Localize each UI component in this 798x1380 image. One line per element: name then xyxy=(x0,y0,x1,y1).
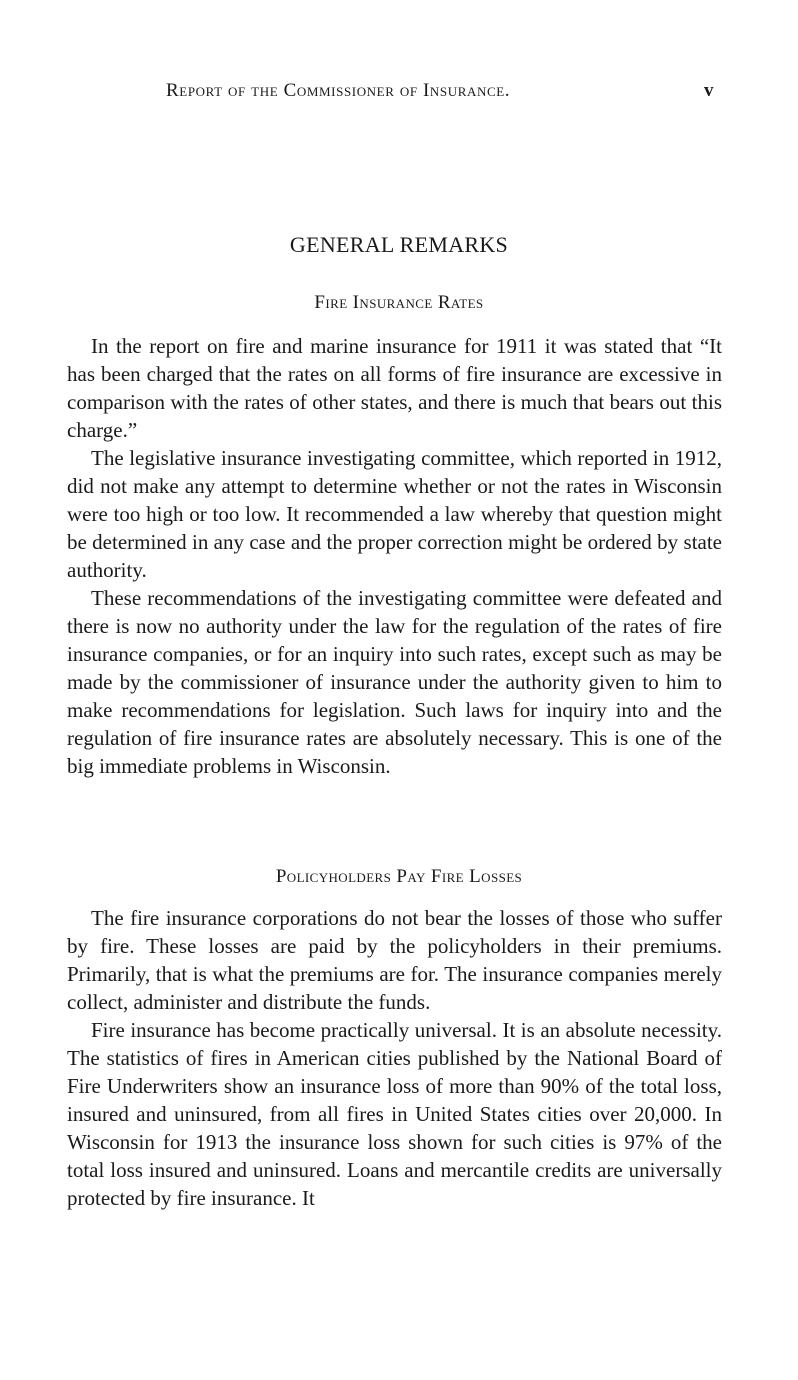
section-title-policyholders-pay-fire-losses: Policyholders Pay Fire Losses xyxy=(275,866,523,887)
section-title-fire-insurance-rates: Fire Insurance Rates xyxy=(314,292,484,313)
section-body-fire-insurance-rates xyxy=(67,332,722,780)
paragraph: These recommendations of the investigating committee were defeated and there is now no authority under the law for the regulation of the rates of fire insurance companies, or for an inquiry into such rates, except such as may be made by the commissioner of insurance under the authority given to him to make recommendations for legislation. Such laws for inquiry into and the regulation of fire insurance rates are absolutely necessary. This is one of the big immediate problems in Wisconsin. xyxy=(67,586,722,778)
main-heading: GENERAL REMARKS xyxy=(289,232,509,257)
running-head: Report of the Commissioner of Insurance. xyxy=(166,80,511,101)
page-number: v xyxy=(704,80,714,101)
section-body-policyholders-pay-fire-losses xyxy=(67,904,722,1212)
paragraph: The legislative insurance investigating committee, which reported in 1912, did not make any attempt to determine whether or not the rates in Wisconsin were too high or too low. It recommended a law whereby that question might be determined in any case and the proper correction might be ordered by state authority. xyxy=(67,446,722,582)
paragraph: Fire insurance has become practically universal. It is an absolute necessity. The statistics of fires in American cities published by the National Board of Fire Underwriters show an insurance loss of more than 90% of the total loss, insured and uninsured, from all fires in United States cities over 20,000. In Wisconsin for 1913 the insurance loss shown for such cities is 97% of the total loss insured and uninsured. Loans and mercantile credits are universally protected by fire insurance. It xyxy=(67,1018,722,1210)
paragraph: In the report on fire and marine insurance for 1911 it was stated that “It has been charged that the rates on all forms of fire insurance are excessive in comparison with the rates of other states, and there is much that bears out this charge.” xyxy=(67,334,722,442)
paragraph: The fire insurance corporations do not bear the losses of those who suffer by fire. These losses are paid by the policyholders in their premiums. Primarily, that is what the premiums are for. The insurance companies merely collect, administer and distribute the funds. xyxy=(67,906,722,1014)
